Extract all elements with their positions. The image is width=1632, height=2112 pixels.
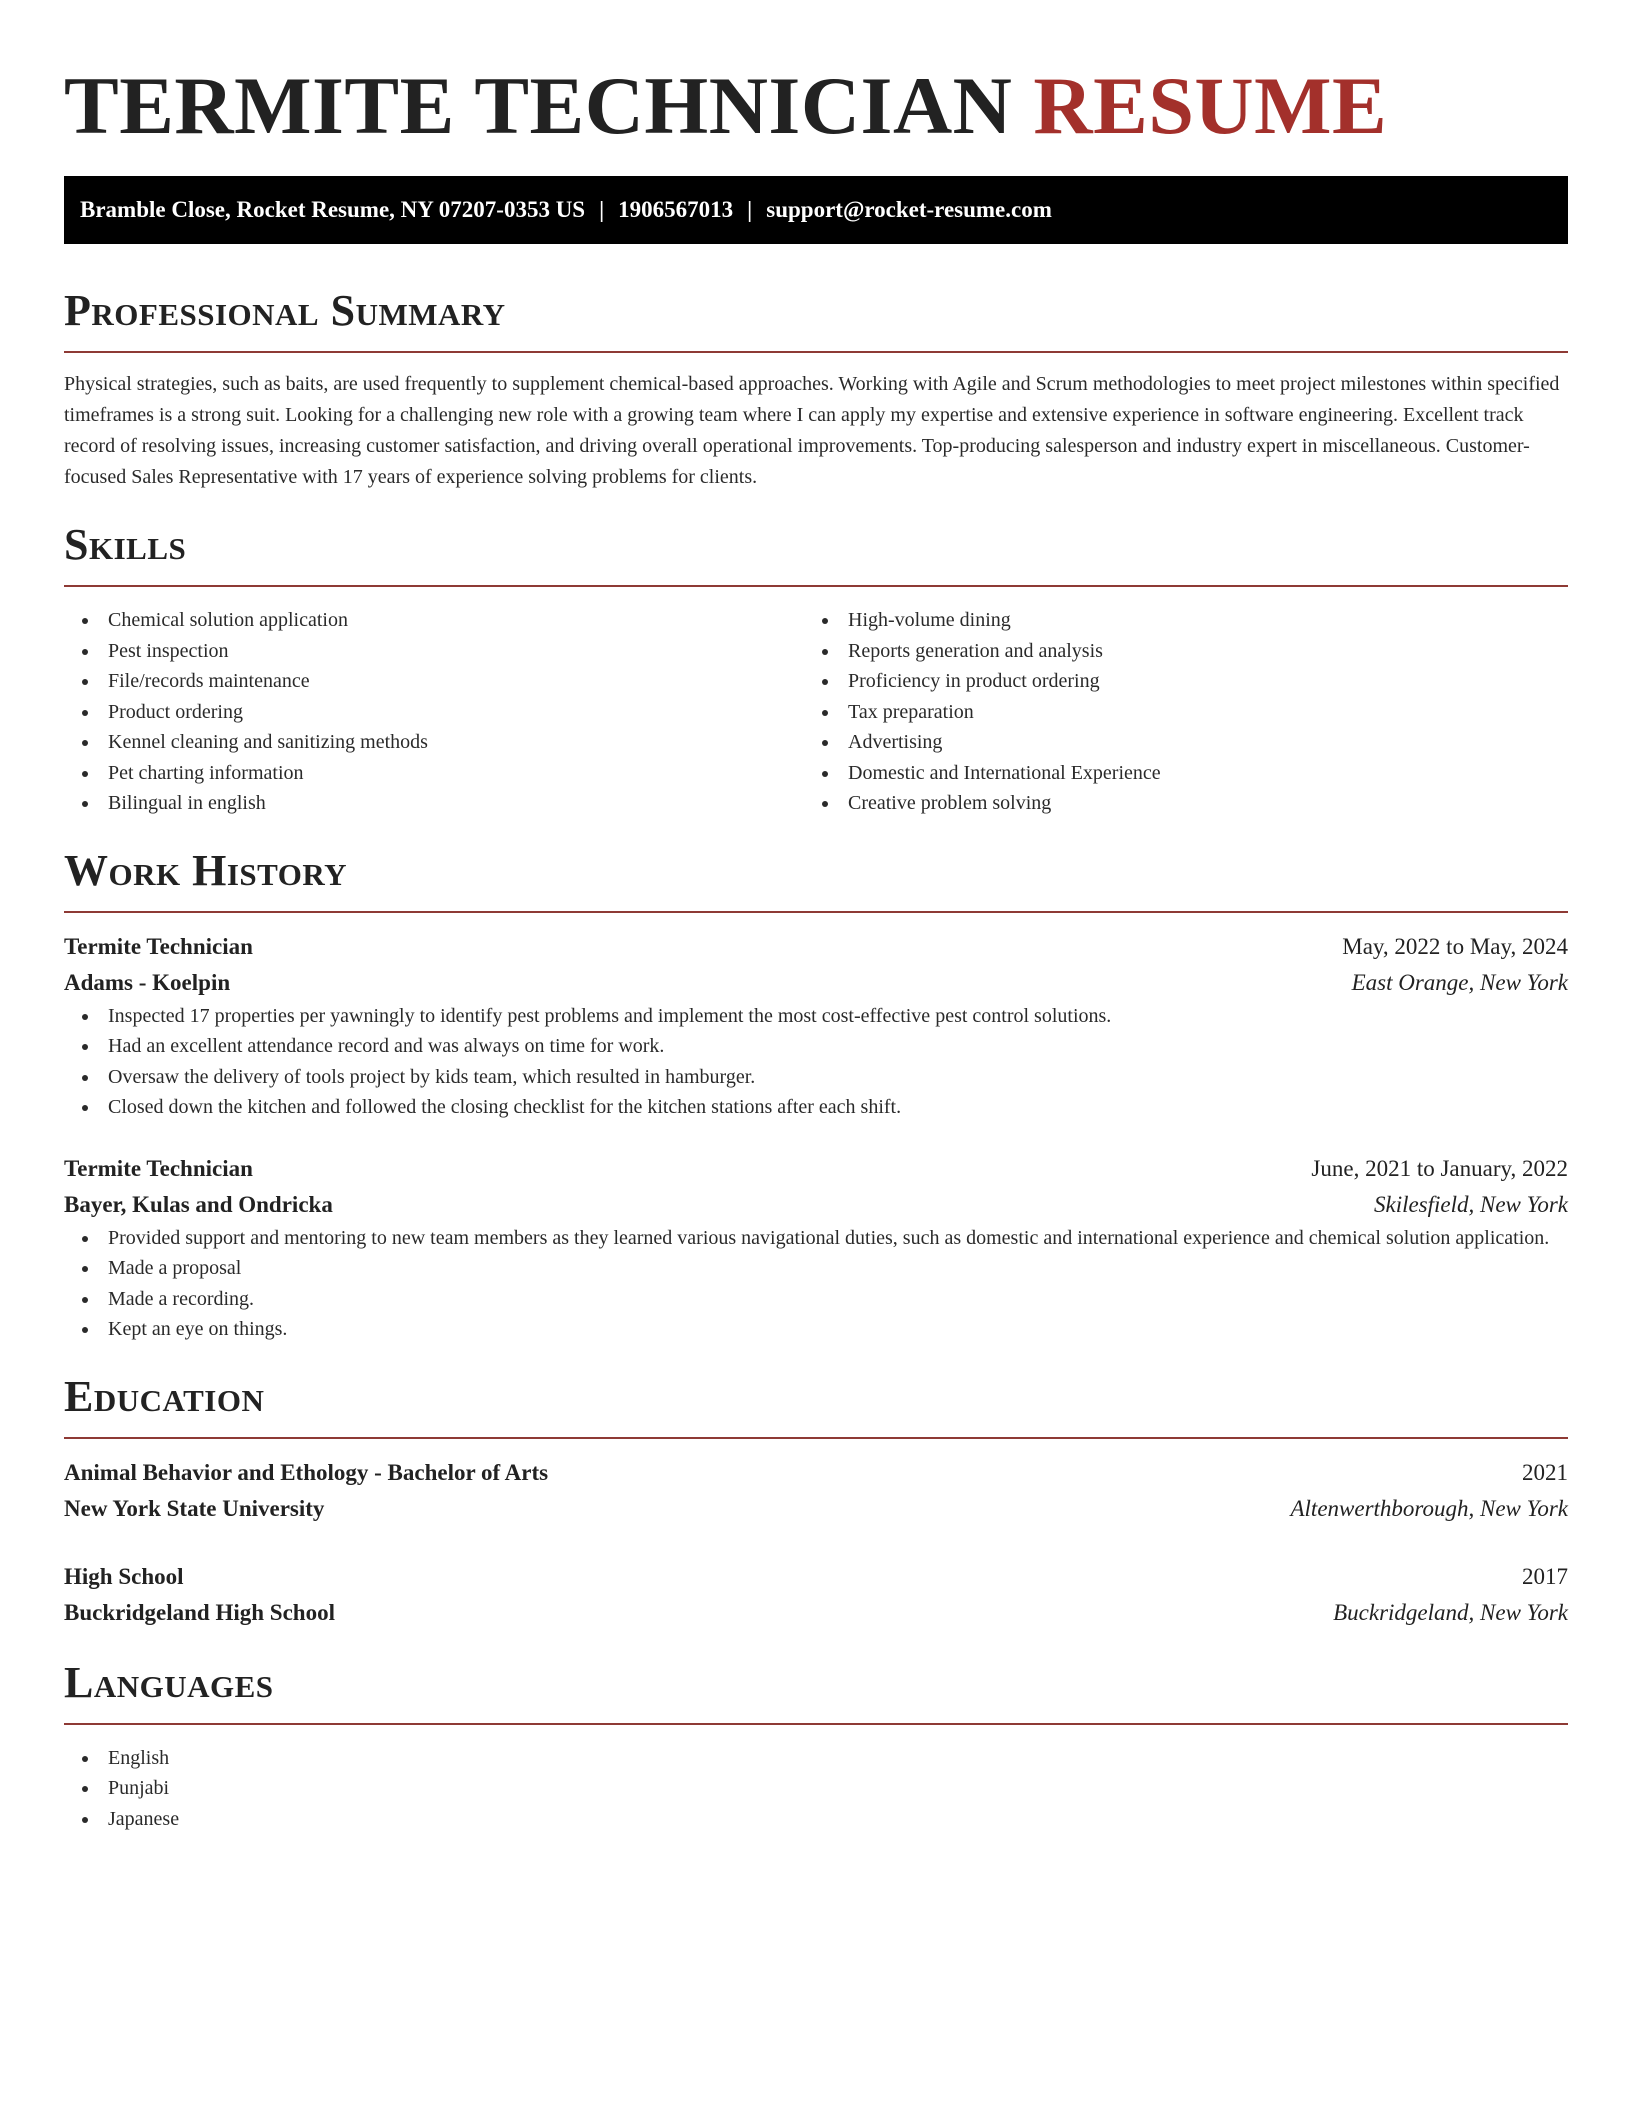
duty-item: Made a recording.: [64, 1284, 1568, 1315]
job-location: East Orange, New York: [1351, 969, 1568, 995]
duty-item: Provided support and mentoring to new team members as they learned various navigational duties, such as domestic and international experience and chemical solution application.: [64, 1223, 1568, 1254]
education-title: Education: [64, 1371, 265, 1421]
duty-item: Closed down the kitchen and followed the closing checklist for the kitchen stations after each shift.: [64, 1092, 1568, 1123]
job-role: Termite Technician: [64, 1155, 253, 1181]
skill-item: Pest inspection: [64, 636, 804, 667]
skill-item: Proficiency in product ordering: [804, 666, 1544, 697]
job-subheader: [64, 1187, 1568, 1223]
skill-item: Product ordering: [64, 697, 804, 728]
skill-item: Reports generation and analysis: [804, 636, 1544, 667]
skill-item: Tax preparation: [804, 697, 1544, 728]
resume-page: [64, 0, 1568, 1834]
work-history-section: [64, 845, 1568, 1345]
skills-section: [64, 519, 1568, 819]
skill-item: Kennel cleaning and sanitizing methods: [64, 727, 804, 758]
job-company: Bayer, Kulas and Ondricka: [64, 1191, 333, 1217]
skill-item: Pet charting information: [64, 758, 804, 789]
summary-text: Physical strategies, such as baits, are used frequently to supplement chemical-based approaches. Working with Agile and Scrum methodologies to meet project milestones within specified timeframes is a strong suit. Looking for a challenging new role with a growing team where I can apply my expertise and extensive experience in software engineering. Excellent track record of resolving issues, increasing customer satisfaction, and driving overall operational improvements. Top-producing salesperson and industry expert in miscellaneous. Customer-focused Sales Representative with 17 years of experience solving problems for clients.: [64, 373, 1560, 488]
skill-item: Creative problem solving: [804, 788, 1544, 819]
section-divider: [64, 1437, 1568, 1439]
skill-item: Advertising: [804, 727, 1544, 758]
education-degree: Animal Behavior and Ethology - Bachelor of Arts: [64, 1459, 549, 1485]
job-subheader: [64, 965, 1568, 1001]
job-location: Skilesfield, New York: [1373, 1191, 1568, 1217]
duty-item: Had an excellent attendance record and was always on time for work.: [64, 1031, 1568, 1062]
job-duties: [64, 1001, 1568, 1123]
work-history-title: Work History: [64, 845, 348, 895]
education-subheader: [64, 1491, 1568, 1527]
job-entry: [64, 929, 1568, 1123]
languages-title: Languages: [64, 1657, 274, 1707]
job-role: Termite Technician: [64, 933, 253, 959]
languages-section: [64, 1657, 1568, 1835]
section-divider: [64, 1723, 1568, 1725]
education-header: [64, 1559, 1568, 1595]
languages-list: [64, 1743, 1568, 1835]
language-item: Japanese: [64, 1804, 1568, 1835]
job-dates: May, 2022 to May, 2024: [1342, 933, 1568, 959]
education-school: Buckridgeland High School: [64, 1599, 335, 1625]
summary-title: Professional Summary: [64, 286, 506, 335]
skill-item: Chemical solution application: [64, 605, 804, 636]
job-company: Adams - Koelpin: [64, 969, 231, 995]
resume-title: [64, 58, 1568, 154]
contact-bar: [64, 176, 1568, 244]
skill-item: Bilingual in english: [64, 788, 804, 819]
job-header: [64, 929, 1568, 965]
job-header: [64, 1151, 1568, 1187]
title-accent: RESUME: [1033, 60, 1388, 151]
language-item: English: [64, 1743, 1568, 1774]
duty-item: Oversaw the delivery of tools project by kids team, which resulted in hamburger.: [64, 1062, 1568, 1093]
education-location: Altenwerthborough, New York: [1290, 1495, 1568, 1521]
contact-separator: |: [747, 197, 753, 222]
education-year: 2021: [1522, 1459, 1568, 1485]
skill-item: Domestic and International Experience: [804, 758, 1544, 789]
skills-title: Skills: [64, 520, 187, 569]
education-header: [64, 1455, 1568, 1491]
education-entry: [64, 1455, 1568, 1527]
education-degree: High School: [64, 1563, 184, 1589]
education-entry: [64, 1559, 1568, 1631]
education-subheader: [64, 1595, 1568, 1631]
education-year: 2017: [1522, 1563, 1568, 1589]
skill-item: High-volume dining: [804, 605, 1544, 636]
skills-columns: [64, 605, 1568, 819]
job-duties: [64, 1223, 1568, 1345]
duty-item: Made a proposal: [64, 1253, 1568, 1284]
education-section: [64, 1371, 1568, 1631]
contact-address: Bramble Close, Rocket Resume, NY 07207-0353 US: [80, 197, 586, 222]
skills-left-list: [64, 605, 804, 819]
title-main: TERMITE TECHNICIAN: [64, 60, 1013, 151]
duty-item: Kept an eye on things.: [64, 1314, 1568, 1345]
job-entry: [64, 1151, 1568, 1345]
education-location: Buckridgeland, New York: [1333, 1599, 1568, 1625]
contact-separator: |: [599, 197, 605, 222]
education-school: New York State University: [64, 1495, 325, 1521]
skills-right-list: [804, 605, 1544, 819]
contact-phone: 1906567013: [618, 197, 734, 222]
section-divider: [64, 585, 1568, 587]
skill-item: File/records maintenance: [64, 666, 804, 697]
job-dates: June, 2021 to January, 2022: [1311, 1155, 1568, 1181]
language-item: Punjabi: [64, 1773, 1568, 1804]
section-divider: [64, 911, 1568, 913]
contact-email: support@rocket-resume.com: [766, 197, 1052, 222]
summary-section: [64, 285, 1568, 493]
section-divider: [64, 351, 1568, 353]
duty-item: Inspected 17 properties per yawningly to identify pest problems and implement the most cost-effective pest control solutions.: [64, 1001, 1568, 1032]
